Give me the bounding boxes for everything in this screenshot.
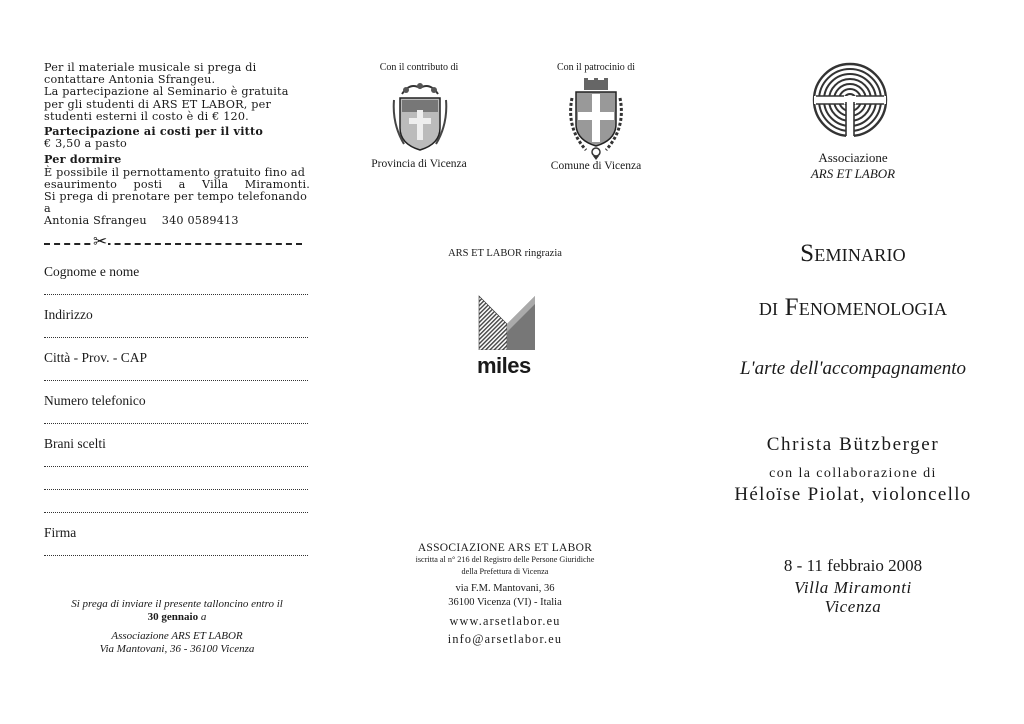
- street-address: via F.M. Mantovani, 36: [455, 583, 555, 594]
- info-block: [44, 62, 310, 228]
- music-contact-text: Per il materiale musicale si prega di contattare Antonia Sfrangeu.: [44, 61, 257, 87]
- event-place: [700, 578, 1006, 616]
- sleep-heading: Per dormire: [44, 152, 122, 167]
- scissors-icon: ✂: [93, 232, 108, 252]
- send-note: [44, 598, 310, 656]
- cellist-name: Héloïse Piolat, violoncello: [734, 484, 972, 505]
- food-price: € 3,50 a pasto: [44, 137, 127, 151]
- address-label: Indirizzo: [44, 307, 93, 322]
- provincia-crest-icon: [392, 80, 448, 154]
- cut-line: [44, 232, 306, 252]
- send-deadline-suffix: a: [198, 611, 207, 623]
- event-date: 8 - 11 febbraio 2008: [783, 556, 923, 575]
- comune-name: Comune di Vicenza: [550, 160, 642, 172]
- event-city: Vicenza: [824, 597, 882, 616]
- sleep-line-2: esaurimento posti a Villa Miramonti.: [44, 177, 310, 191]
- miles-word: miles: [477, 353, 531, 378]
- left-panel: [44, 0, 310, 724]
- miles-logo: [477, 294, 543, 377]
- send-deadline: 30 gennaio: [147, 611, 199, 623]
- sleep-line-4: Antonia Sfrangeu 340 0589413: [44, 214, 239, 228]
- patrocinio-label: Con il patrocinio di: [556, 62, 636, 73]
- signature-label: Firma: [44, 525, 77, 540]
- fee-text: La partecipazione al Seminario è gratuita per gli studenti di ARS ET LABOR, per studenti esterni il costo è di € 120.: [44, 85, 289, 123]
- send-address-1: Associazione ARS ET LABOR: [111, 630, 243, 642]
- send-note-line: Si prega di inviare il presente talloncino entro il: [71, 598, 283, 610]
- thanks-label: ARS ET LABOR ringrazia: [448, 248, 562, 259]
- speaker-name: Christa Bützberger: [766, 434, 940, 455]
- pieces-label: Brani scelti: [44, 436, 106, 451]
- provincia-name: Provincia di Vicenza: [371, 158, 467, 170]
- cover-association-line-2: ARS ET LABOR: [810, 166, 896, 181]
- website-link[interactable]: www.arsetlabor.eu: [449, 614, 561, 628]
- contributo-label: Con il contributo di: [379, 62, 459, 73]
- title-line-1: Seminario: [800, 240, 906, 267]
- association-name: ASSOCIAZIONE ARS ET LABOR: [417, 542, 593, 554]
- food-heading: Partecipazione ai costi per il vitto: [44, 124, 264, 139]
- city-label: Città - Prov. - CAP: [44, 350, 148, 365]
- miles-logo-icon: [477, 294, 537, 350]
- labyrinth-logo-icon: [812, 62, 888, 138]
- title-line-2: di Fenomenologia: [758, 294, 948, 321]
- cover-association-line-1: Associazione: [818, 150, 888, 165]
- middle-panel: [340, 0, 670, 724]
- subtitle: L'arte dell'accompagnamento: [739, 358, 967, 379]
- event-venue: Villa Miramonti: [794, 578, 912, 597]
- send-address-2: Via Mantovani, 36 - 36100 Vicenza: [99, 643, 255, 655]
- dashed-line: [44, 243, 302, 245]
- sleep-line-3: Si prega di prenotare per tempo telefonando a: [44, 190, 308, 216]
- registry-line-1: iscritta al n° 216 del Registro delle Persone Giuridiche: [415, 555, 595, 564]
- registry-line-2: della Prefettura di Vicenza: [461, 567, 549, 576]
- registration-form: [44, 264, 310, 556]
- signature-field[interactable]: [44, 555, 308, 556]
- comune-crest-icon: [566, 78, 626, 160]
- right-panel: [700, 0, 1006, 724]
- email-link[interactable]: info@arsetlabor.eu: [447, 632, 563, 646]
- phone-label: Numero telefonico: [44, 393, 146, 408]
- surname-label: Cognome e nome: [44, 264, 140, 279]
- city-address: 36100 Vicenza (VI) - Italia: [448, 597, 562, 608]
- cover-association: [700, 150, 1006, 182]
- association-footer: [340, 542, 670, 648]
- collaboration-label: con la collaborazione di: [769, 466, 937, 481]
- sleep-line-1: È possibile il pernottamento gratuito fino ad: [44, 165, 306, 179]
